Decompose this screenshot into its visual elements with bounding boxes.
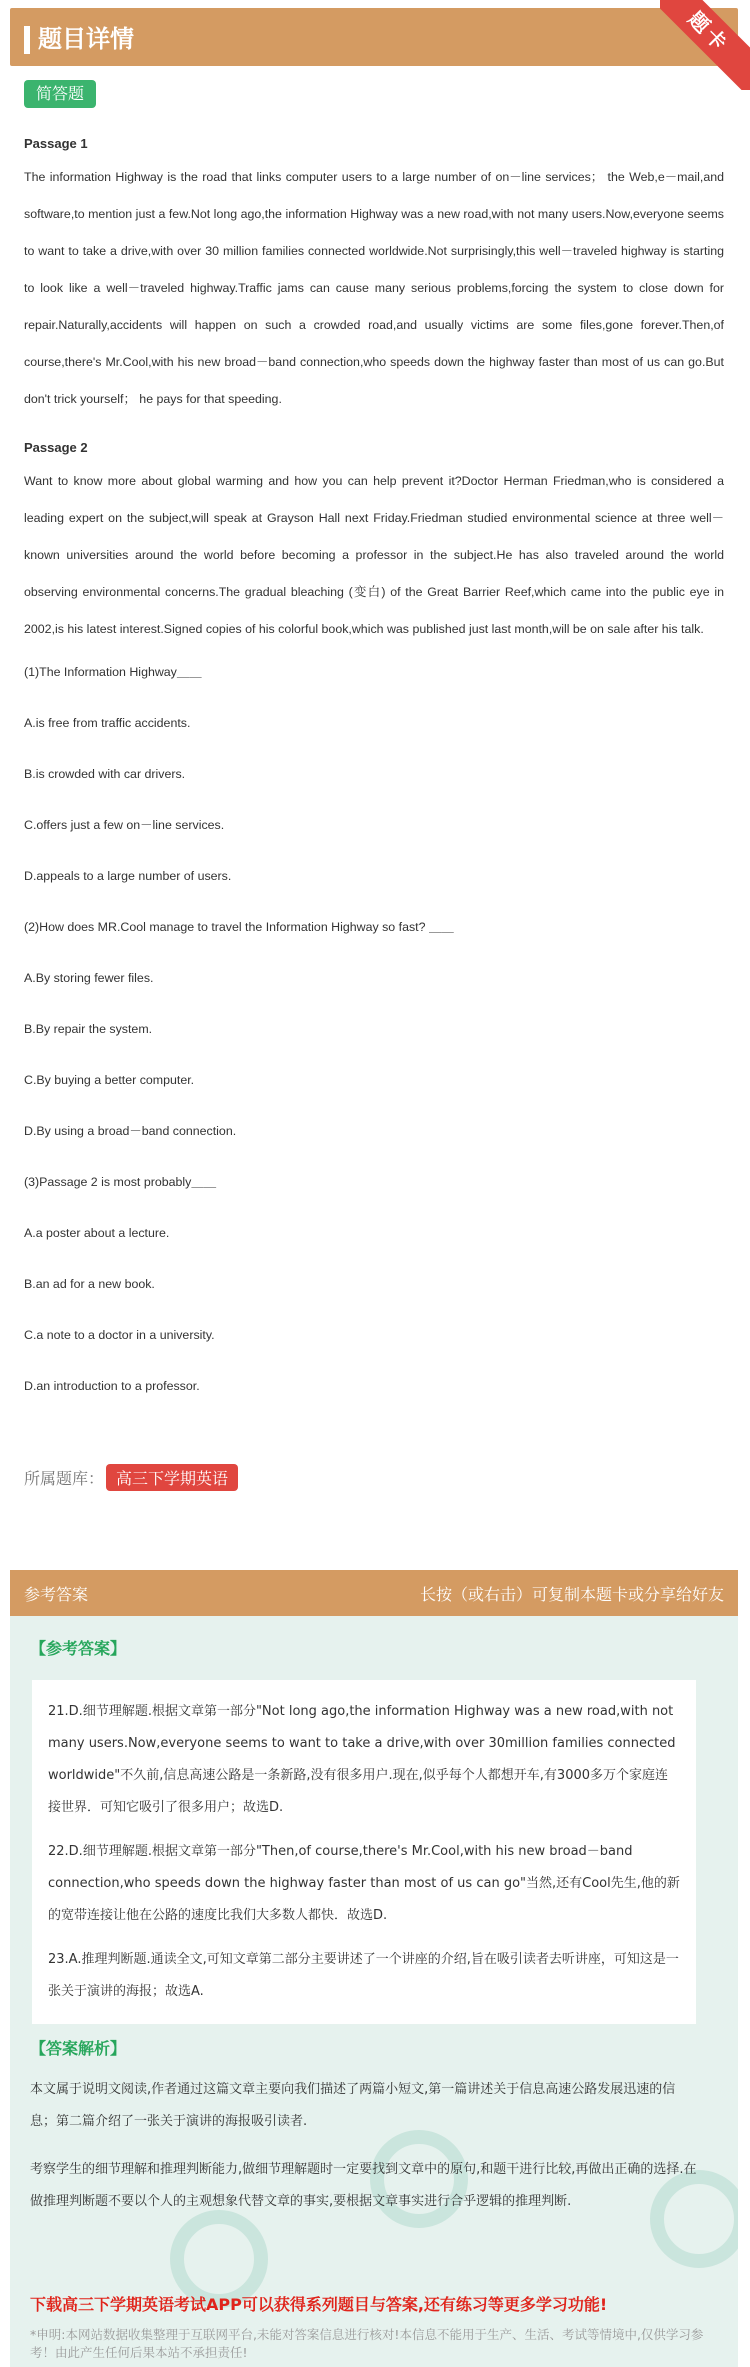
question-3-option-b: B.an ad for a new book. [24, 1277, 155, 1291]
question-1-stem: (1)The Information Highway＿＿ [24, 665, 202, 679]
analysis-paragraph: 本文属于说明文阅读,作者通过这篇文章主要向我们描述了两篇小短文,第一篇讲述关于信息高速公路发展迅速的信息；第二篇介绍了一张关于演讲的海报吸引读者. [30, 2082, 676, 2129]
answer-bar-hint: 长按（或右击）可复制本题卡或分享给好友 [419, 1585, 724, 1604]
question-1-option-d: D.appeals to a large number of users. [24, 869, 232, 883]
corner-ribbon-label: 题卡 [660, 0, 750, 90]
category-row [24, 1464, 238, 1491]
answer-item: 21.D.细节理解题.根据文章第一部分"Not long ago,the information Highway was a new road,with not many users.Now,everyone seems to want to take a drive,with over 30million families connected worldwide"不久前,信息高速公路是一条新路,没有很多用户.现在,似乎每个人都想开车,有3000多万个家庭连接世界．可知它吸引了很多用户；故选D. [48, 1704, 676, 1815]
question-2-option-a: A.By storing fewer files. [24, 971, 154, 985]
question-2-option-b: B.By repair the system. [24, 1022, 153, 1036]
question-3-option-c: C.a note to a doctor in a university. [24, 1328, 215, 1342]
header-accent [24, 26, 30, 54]
question-3-stem: (3)Passage 2 is most probably＿＿ [24, 1175, 217, 1189]
category-tag[interactable]: 高三下学期英语 [106, 1464, 238, 1491]
answer-bar [10, 1570, 738, 1616]
question-2-option-c: C.By buying a better computer. [24, 1073, 195, 1087]
question-3-option-d: D.an introduction to a professor. [24, 1379, 200, 1393]
answer-item: 23.A.推理判断题.通读全文,可知文章第二部分主要讲述了一个讲座的介绍,旨在吸引读者去听讲座，可知这是一张关于演讲的海报；故选A. [48, 1952, 679, 1999]
app-promo-link[interactable]: 下载高三下学期英语考试APP可以获得系列题目与答案,还有练习等更多学习功能! [30, 2295, 608, 2314]
page-title: 题目详情 [38, 25, 134, 53]
question-1-option-a: A.is free from traffic accidents. [24, 716, 191, 730]
header-bar [10, 8, 738, 66]
answer-section [10, 1570, 738, 2367]
corner-ribbon[interactable] [660, 0, 750, 90]
passage2-text: Want to know more about global warming and how you can help prevent it?Doctor Herman Friedman,who is considered a leading expert on the subject,will speak at Grayson Hall next Friday.Friedman studied environmental science at three well－known universities around the world before becoming a professor in the subject.He has also traveled around the world observing environmental concerns.The gradual bleaching (变白) of the Great Barrier Reef,which came into the public eye in 2002,is his latest interest.Signed copies of his colorful book,which was published just last month,will be on sale after his talk. [24, 474, 724, 636]
answer-bar-title: 参考答案 [24, 1585, 89, 1604]
question-1-option-b: B.is crowded with car drivers. [24, 767, 186, 781]
analysis-title: 【答案解析】 [30, 2039, 127, 2058]
category-label: 所属题库： [24, 1471, 105, 1488]
disclaimer: *申明:本网站数据收集整理于互联网平台,未能对答案信息进行核对!本信息不能用于生产、生活、考试等情境中,仅供学习参考！由此产生任何后果本站不承担责任! [30, 2327, 704, 2360]
question-1-option-c: C.offers just a few on－line services. [24, 818, 225, 832]
analysis-text [30, 2074, 700, 2234]
question-3-option-a: A.a poster about a lecture. [24, 1226, 170, 1240]
passage2-heading: Passage 2 [24, 440, 88, 455]
answer-item: 22.D.细节理解题.根据文章第一部分"Then,of course,there's Mr.Cool,with his new broad－band connection,who speeds down the highway faster than most of us can go"当然,还有Cool先生,他的新的宽带连接让他在公路的速度比我们大多数人都快．故选D. [48, 1844, 680, 1923]
question-2-stem: (2)How does MR.Cool manage to travel the Information Highway so fast? ＿＿ [24, 920, 454, 934]
reference-answer-box [32, 1680, 696, 2024]
passage1-text: The information Highway is the road that links computer users to a large number of on－line services； the Web,e－mail,and software,to mention just a few.Not long ago,the information Highway was a new road,with not many users.Now,everyone seems to want to take a drive,with over 30 million families connected worldwide.Not surprisingly,this well－traveled highway is starting to look like a well－traveled highway.Traffic jams can cause many serious problems,forcing the system to close down for repair.Naturally,accidents will happen on such a crowded road,and usually victims are some files,gone forever.Then,of course,there's Mr.Cool,with his new broad－band connection,who speeds down the highway faster than most of us can go.But don't trick yourself； he pays for that speeding. [24, 170, 724, 406]
question-type-badge: 简答题 [24, 80, 96, 108]
question-2-option-d: D.By using a broad－band connection. [24, 1124, 237, 1138]
analysis-paragraph: 考察学生的细节理解和推理判断能力,做细节理解题时一定要找到文章中的原句,和题干进行比较,再做出正确的选择.在做推理判断题不要以个人的主观想象代替文章的事实,要根据文章事实进行合乎逻辑的推理判断. [30, 2162, 697, 2209]
reference-answer-title: 【参考答案】 [30, 1639, 127, 1658]
passage1-heading: Passage 1 [24, 136, 88, 151]
question-content [24, 122, 724, 1427]
